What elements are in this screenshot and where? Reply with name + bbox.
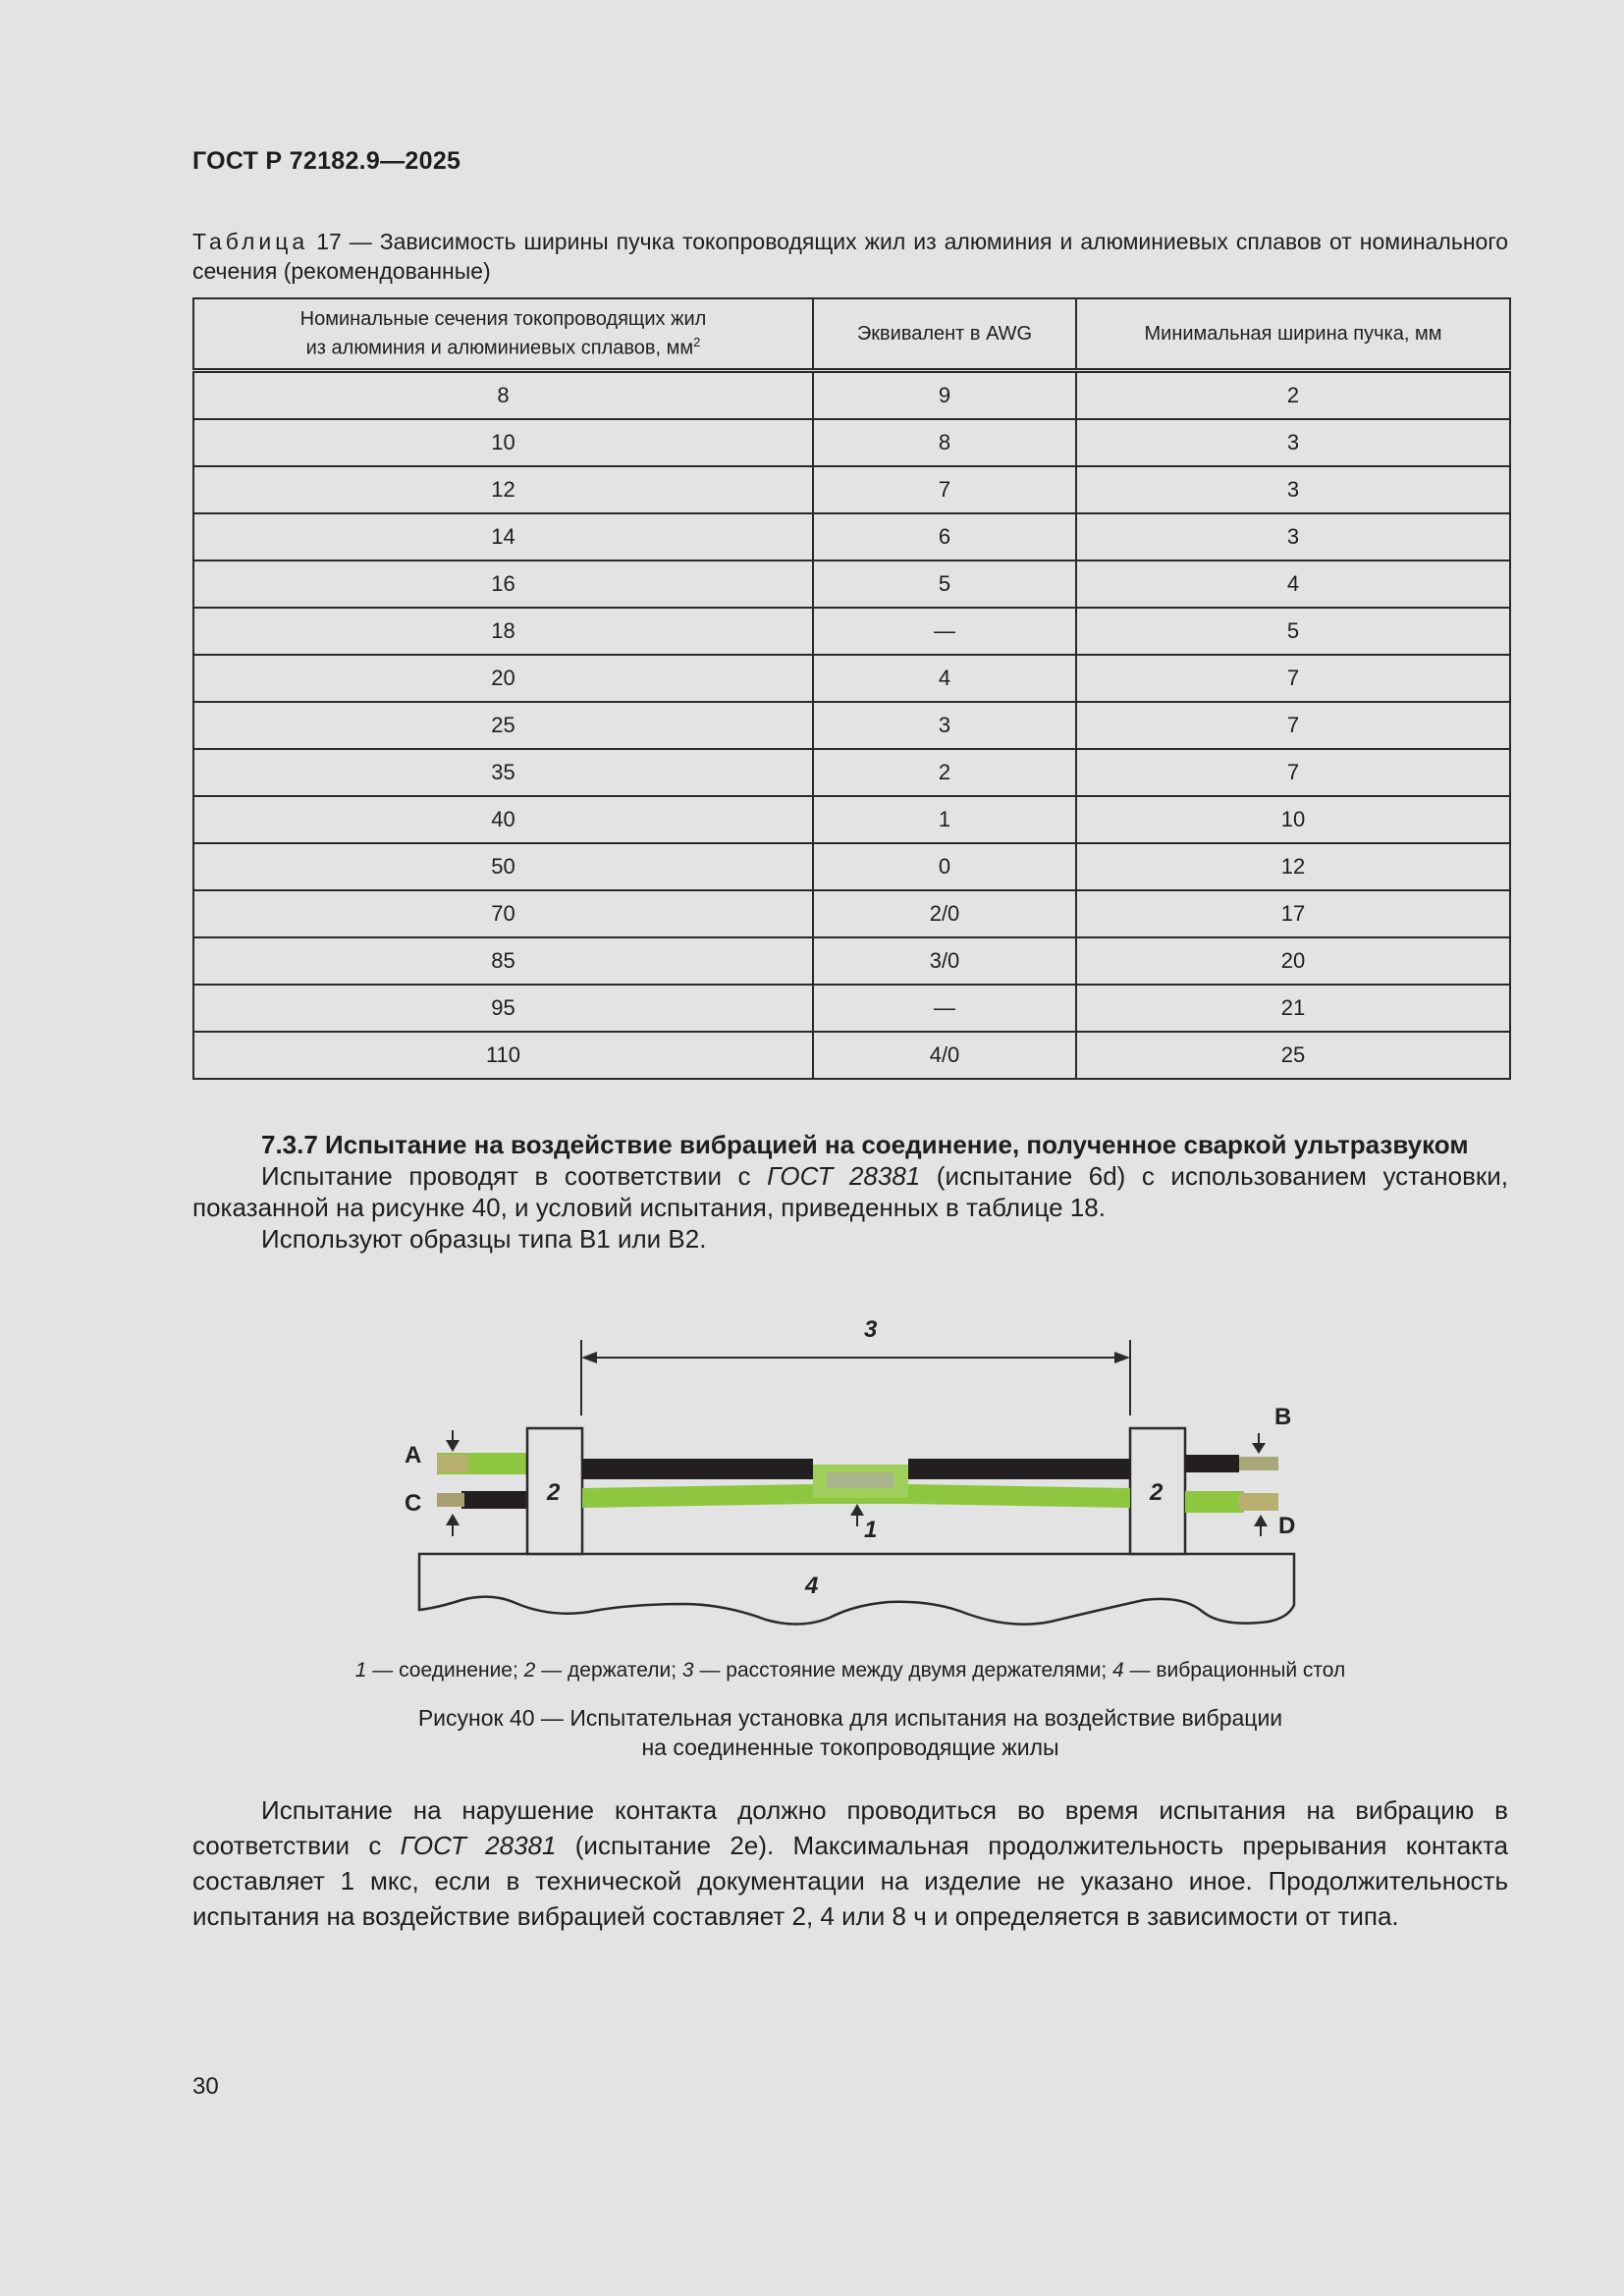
dimension-arrow-left [581,1352,597,1363]
cell-nominal-section: 85 [193,937,813,985]
wire-d-strands [1239,1493,1278,1511]
cell-awg: 3/0 [813,937,1076,985]
cell-nominal-section: 18 [193,608,813,655]
cell-nominal-section: 25 [193,702,813,749]
cell-min-width: 5 [1076,608,1510,655]
cell-nominal-section: 20 [193,655,813,702]
legend-2-num: 2 [523,1659,536,1682]
para2-reference: ГОСТ 28381 [400,1831,557,1860]
cell-awg: 5 [813,561,1076,608]
wire-c-strands [437,1493,464,1507]
cell-min-width: 7 [1076,749,1510,796]
table-row [193,702,1510,749]
cell-awg: 4 [813,655,1076,702]
table-row [193,843,1510,890]
table-header-row [193,298,1510,371]
cell-awg: 0 [813,843,1076,890]
table-caption-prefix: Таблица [192,229,309,254]
table-row [193,513,1510,561]
table-row [193,419,1510,466]
header-col1-line2: из алюминия и алюминиевых сплавов, мм [305,337,694,359]
cell-awg: — [813,608,1076,655]
label-b: B [1274,1404,1292,1430]
table-row [193,796,1510,843]
page-number: 30 [192,2073,219,2100]
cell-min-width: 3 [1076,513,1510,561]
cell-nominal-section: 110 [193,1032,813,1079]
cell-awg: 7 [813,466,1076,513]
wire-b-black [1185,1455,1239,1472]
cell-nominal-section: 12 [193,466,813,513]
p1-text-a: Испытание проводят в соответствии с [261,1161,768,1191]
contact-test-paragraph [192,1792,1508,1934]
table-row [193,937,1510,985]
weld-joint-texture [827,1472,893,1488]
cell-min-width: 10 [1076,796,1510,843]
cell-min-width: 7 [1076,702,1510,749]
table-row [193,561,1510,608]
table-row [193,608,1510,655]
cell-nominal-section: 8 [193,371,813,420]
cell-awg: — [813,985,1076,1032]
table-row [193,371,1510,420]
section-heading: 7.3.7 Испытание на воздействие вибрацией на соединение, полученное сваркой ультразвуком [261,1130,1469,1159]
table-row [193,985,1510,1032]
table-row [193,890,1510,937]
header-awg: Эквивалент в AWG [813,298,1076,371]
cell-min-width: 12 [1076,843,1510,890]
arrow-d-head [1254,1515,1268,1526]
label-a: A [405,1442,422,1468]
wire-b-strands [1239,1457,1278,1470]
table-row [193,655,1510,702]
p1-text-b: (испытание 6d) с использованием установки, показанной на рисунке 40, и условий испытания, приведенных в таблице 18. [192,1161,1509,1222]
cell-min-width: 3 [1076,419,1510,466]
cell-nominal-section: 70 [193,890,813,937]
cell-min-width: 3 [1076,466,1510,513]
cell-awg: 6 [813,513,1076,561]
legend-4-num: 4 [1112,1659,1124,1682]
data-table [192,297,1511,1080]
section-7-3-7 [192,1129,1508,1255]
wire-d-green [1185,1491,1244,1513]
table-caption [192,227,1508,286]
arrow-a-head [446,1440,460,1452]
wire-a-strands [437,1455,468,1472]
test-setup-figure [0,1306,1624,1679]
arrow-b-head [1252,1443,1266,1454]
cell-min-width: 4 [1076,561,1510,608]
header-nominal-section [193,298,813,371]
label-table: 4 [805,1573,819,1599]
cell-awg: 3 [813,702,1076,749]
legend-4-text: — вибрационный стол [1123,1659,1346,1682]
cell-min-width: 21 [1076,985,1510,1032]
label-c: C [405,1490,422,1517]
p1-reference: ГОСТ 28381 [767,1161,921,1191]
table-row [193,466,1510,513]
wire-black-right [908,1459,1130,1479]
figure-legend [192,1659,1508,1682]
label-distance: 3 [864,1316,878,1343]
figure-caption-line2: на соединенные токопроводящие жилы [641,1735,1059,1760]
cell-nominal-section: 35 [193,749,813,796]
dimension-arrow-right [1114,1352,1130,1363]
label-d: D [1278,1513,1296,1539]
cell-awg: 1 [813,796,1076,843]
figure-caption-line1: Рисунок 40 — Испытательная установка для испытания на воздействие вибрации [417,1705,1283,1731]
wire-black-left [582,1459,813,1479]
table-row [193,1032,1510,1079]
legend-3-num: 3 [681,1659,694,1682]
header-min-width: Минимальная ширина пучка, мм [1076,298,1510,371]
cell-nominal-section: 16 [193,561,813,608]
label-holder-left: 2 [547,1479,561,1506]
cell-awg: 4/0 [813,1032,1076,1079]
cell-min-width: 20 [1076,937,1510,985]
table-row [193,749,1510,796]
cell-nominal-section: 95 [193,985,813,1032]
vibration-table [419,1554,1294,1625]
para2-text-b: (испытание 2е). Максимальная продолжительность прерывания контакта составляет 1 мкс, если в технической документации на изделие не указано иное. Продолжительность испытания на воздействие вибрацией составляет 2, 4 или 8 ч и определяется в зависимости от типа. [192,1831,1509,1931]
cell-min-width: 17 [1076,890,1510,937]
legend-2-text: — держатели; [535,1659,682,1682]
wire-c-black [461,1491,527,1509]
cell-min-width: 25 [1076,1032,1510,1079]
cell-min-width: 2 [1076,371,1510,420]
cell-awg: 2 [813,749,1076,796]
para2-text-a: Испытание на нарушение контакта должно проводиться во время испытания на вибрацию в соответствии с [192,1795,1508,1860]
legend-1-text: — соединение; [366,1659,524,1682]
arrow-c-head [446,1514,460,1525]
header-col1-sup: 2 [693,335,701,350]
cell-nominal-section: 50 [193,843,813,890]
cell-min-width: 7 [1076,655,1510,702]
cell-nominal-section: 10 [193,419,813,466]
cell-nominal-section: 40 [193,796,813,843]
cell-nominal-section: 14 [193,513,813,561]
cell-awg: 2/0 [813,890,1076,937]
legend-3-text: — расстояние между двумя держателями; [693,1659,1112,1682]
legend-1-num: 1 [354,1659,367,1682]
header-col1-line1: Номинальные сечения токопроводящих жил [299,308,707,331]
section-paragraph-2: Используют образцы типа В1 или В2. [261,1224,707,1254]
cell-awg: 9 [813,371,1076,420]
figure-caption [192,1703,1508,1762]
cell-awg: 8 [813,419,1076,466]
arrow-joint-head [850,1504,864,1516]
table-body [193,371,1510,1080]
label-joint: 1 [864,1517,878,1543]
section-paragraph-1 [192,1160,1508,1223]
document-code: ГОСТ Р 72182.9—2025 [192,147,461,175]
table-caption-text: 17 — Зависимость ширины пучка токопроводящих жил из алюминия и алюминиевых сплавов от номинального сечения (рекомендованные) [192,229,1508,284]
label-holder-right: 2 [1150,1479,1164,1506]
